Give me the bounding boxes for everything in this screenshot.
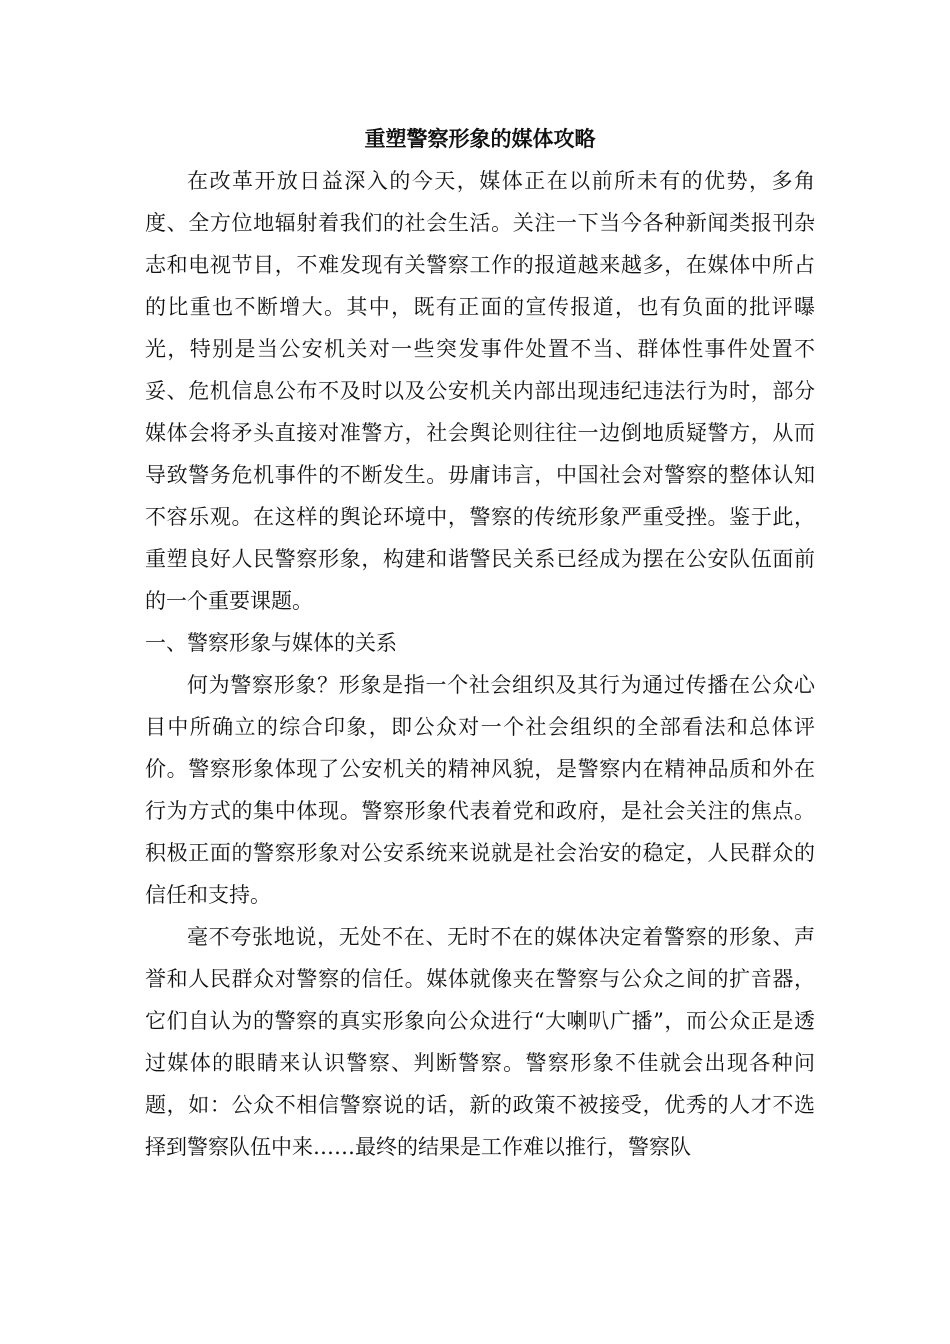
document-body bbox=[145, 118, 815, 1168]
section-heading-1: 一、警察形象与媒体的关系 bbox=[145, 631, 397, 655]
document-title: 重塑警察形象的媒体攻略 bbox=[364, 126, 596, 151]
section-1-paragraph-1: 何为警察形象？形象是指一个社会组织及其行为通过传播在公众心目中所确立的综合印象，即公众对一个社会组织的全部看法和总体评价。警察形象体现了公安机关的精神风貌，是警察内在精神品质和外在行为方式的集中体现。警察形象代表着党和政府，是社会关注的焦点。积极正面的警察形象对公安系统来说就是社会治安的稳定，人民群众的信任和支持。 bbox=[145, 673, 815, 907]
intro-paragraph: 在改革开放日益深入的今天，媒体正在以前所未有的优势，多角度、全方位地辐射着我们的社会生活。关注一下当今各种新闻类报刊杂志和电视节目，不难发现有关警察工作的报道越来越多，在媒体中所占的比重也不断增大。其中，既有正面的宣传报道，也有负面的批评曝光，特别是当公安机关对一些突发事件处置不当、群体性事件处置不妥、危机信息公布不及时以及公安机关内部出现违纪违法行为时，部分媒体会将矛头直接对准警方，社会舆论则往往一边倒地质疑警方，从而导致警务危机事件的不断发生。毋庸讳言，中国社会对警察的整体认知不容乐观。在这样的舆论环境中，警察的传统形象严重受挫。鉴于此，重塑良好人民警察形象，构建和谐警民关系已经成为摆在公安队伍面前的一个重要课题。 bbox=[145, 169, 815, 613]
section-1-paragraph-2: 毫不夸张地说，无处不在、无时不在的媒体决定着警察的形象、声誉和人民群众对警察的信任。媒体就像夹在警察与公众之间的扩音器，它们自认为的警察的真实形象向公众进行“大喇叭广播”，而公众正是透过媒体的眼睛来认识警察、判断警察。警察形象不佳就会出现各种问题，如：公众不相信警察说的话，新的政策不被接受，优秀的人才不选择到警察队伍中来……最终的结果是工作难以推行，警察队 bbox=[145, 925, 815, 1159]
